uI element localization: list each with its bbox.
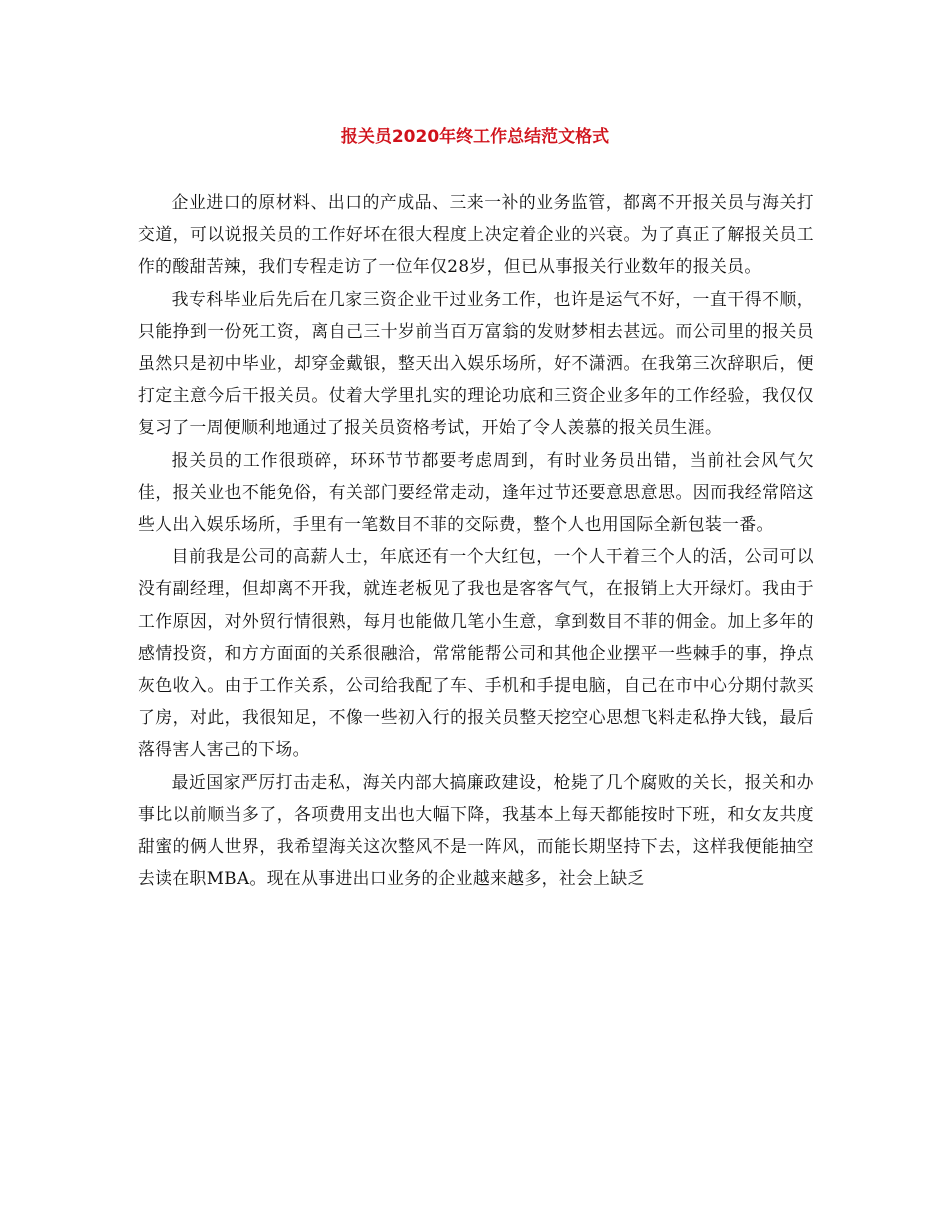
paragraph-2: 我专科毕业后先后在几家三资企业干过业务工作，也许是运气不好，一直干得不顺，只能挣到一份死工资，离自己三十岁前当百万富翁的发财梦相去甚远。而公司里的报关员虽然只是初中毕业，却穿金戴银，整天出入娱乐场所，好不潇洒。在我第三次辞职后，便打定主意今后干报关员。仗着大学里扎实的理论功底和三资企业多年的工作经验，我仅仅复习了一周便顺利地通过了报关员资格考试，开始了令人羡慕的报关员生涯。 — [138, 288, 814, 438]
document-title: 报关员2020年终工作总结范文格式 — [340, 127, 610, 147]
paragraph-3: 报关员的工作很琐碎，环环节节都要考虑周到，有时业务员出错，当前社会风气欠佳，报关业也不能免俗，有关部门要经常走动，逢年过节还要意思意思。因而我经常陪这些人出入娱乐场所，手里有一笔数目不菲的交际费，整个人也用国际全新包装一番。 — [138, 449, 814, 535]
document-body — [138, 186, 814, 894]
paragraph-4: 目前我是公司的高薪人士，年底还有一个大红包，一个人干着三个人的活，公司可以没有副经理，但却离不开我，就连老板见了我也是客客气气，在报销上大开绿灯。我由于工作原因，对外贸行情很熟，每月也能做几笔小生意，拿到数目不菲的佣金。加上多年的感情投资，和方方面面的关系很融洽，常常能帮公司和其他企业摆平一些棘手的事，挣点灰色收入。由于工作关系，公司给我配了车、手机和手提电脑，自己在市中心分期付款买了房，对此，我很知足，不像一些初入行的报关员整天挖空心思想飞料走私挣大钱，最后落得害人害己的下场。 — [138, 546, 814, 760]
paragraph-5: 最近国家严厉打击走私，海关内部大搞廉政建设，枪毙了几个腐败的关长，报关和办事比以前顺当多了，各项费用支出也大幅下降，我基本上每天都能按时下班，和女友共度甜蜜的俩人世界，我希望海关这次整风不是一阵风，而能长期坚持下去，这样我便能抽空去读在职MBA。现在从事进出口业务的企业越来越多，社会上缺乏 — [138, 771, 814, 889]
paragraph-1: 企业进口的原材料、出口的产成品、三来一补的业务监管，都离不开报关员与海关打交道，可以说报关员的工作好坏在很大程度上决定着企业的兴衰。为了真正了解报关员工作的酸甜苦辣，我们专程走访了一位年仅28岁，但已从事报关行业数年的报关员。 — [138, 192, 814, 277]
